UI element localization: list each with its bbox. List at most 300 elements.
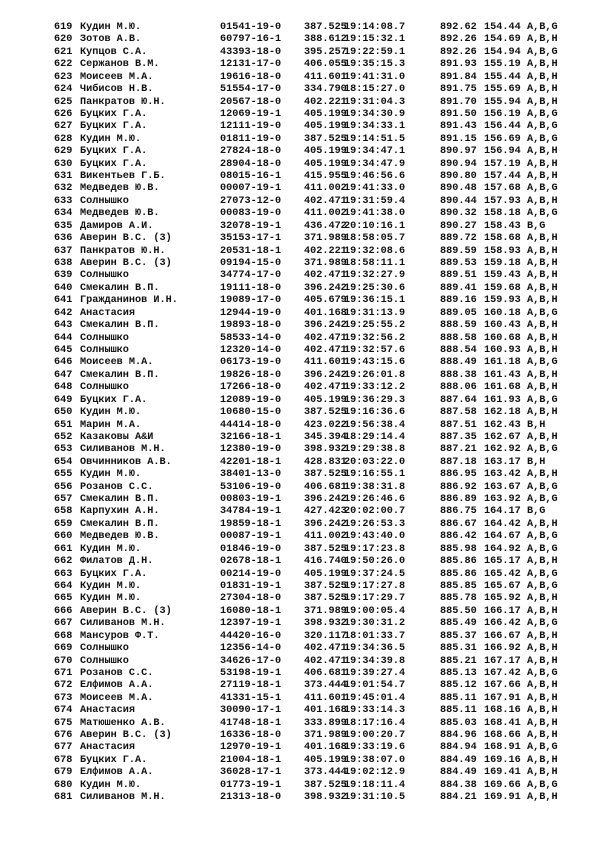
- distance: 373.444: [304, 767, 347, 779]
- participant-name: Анастасия: [80, 705, 136, 717]
- groups: A,B,H: [527, 245, 558, 257]
- result-row: [54, 680, 574, 692]
- arrival-time: 19:22:59.1: [344, 46, 406, 58]
- place-number: 645: [54, 344, 73, 356]
- ring-code: 32078-19-1: [220, 220, 282, 232]
- ring-code: 12380-19-0: [220, 444, 282, 456]
- speed: 885.50: [440, 605, 477, 617]
- ring-code: 36028-17-1: [220, 767, 282, 779]
- distance: 428.831: [304, 456, 347, 468]
- points: 158.68: [484, 233, 521, 245]
- points: 160.93: [484, 344, 521, 356]
- ring-code: 12089-19-0: [220, 394, 282, 406]
- points: 163.67: [484, 481, 521, 493]
- points: 157.44: [484, 171, 521, 183]
- groups: A,B,H: [527, 295, 558, 307]
- participant-name: Казаковы А&И: [80, 431, 154, 443]
- arrival-time: 19:36:15.1: [344, 295, 406, 307]
- participant-name: Медведев Ю.В.: [80, 208, 160, 220]
- points: 166.67: [484, 630, 521, 642]
- participant-name: Купцов С.А.: [80, 46, 148, 58]
- distance: 387.525: [304, 22, 347, 33]
- ring-code: 53106-19-0: [220, 481, 282, 493]
- place-number: 650: [54, 407, 73, 419]
- speed: 889.59: [440, 245, 477, 257]
- speed: 884.94: [440, 742, 477, 754]
- place-number: 635: [54, 220, 73, 232]
- distance: 333.899: [304, 717, 347, 729]
- distance: 401.168: [304, 705, 347, 717]
- arrival-time: 19:34:39.8: [344, 655, 406, 667]
- arrival-time: 18:58:11.1: [344, 258, 406, 270]
- place-number: 665: [54, 593, 73, 605]
- ring-code: 60797-16-1: [220, 34, 282, 46]
- place-number: 674: [54, 705, 73, 717]
- groups: B,G: [527, 220, 546, 232]
- ring-code: 51554-17-0: [220, 84, 282, 96]
- ring-code: 08015-16-1: [220, 171, 282, 183]
- speed: 884.21: [440, 792, 477, 804]
- distance: 436.472: [304, 220, 347, 232]
- distance: 416.740: [304, 556, 347, 568]
- distance: 395.257: [304, 46, 347, 58]
- speed: 892.26: [440, 34, 477, 46]
- groups: A,B,H: [527, 282, 558, 294]
- speed: 885.49: [440, 618, 477, 630]
- participant-name: Дамиров А.И.: [80, 220, 154, 232]
- speed: 885.31: [440, 643, 477, 655]
- speed: 886.95: [440, 469, 477, 481]
- participant-name: Смекалин В.П.: [80, 320, 160, 332]
- place-number: 669: [54, 643, 73, 655]
- place-number: 621: [54, 46, 73, 58]
- arrival-time: 19:01:54.7: [344, 680, 406, 692]
- speed: 889.72: [440, 233, 477, 245]
- groups: A,B,G: [527, 108, 558, 120]
- result-row: [54, 171, 574, 183]
- speed: 892.62: [440, 22, 477, 33]
- result-row: [54, 656, 574, 668]
- arrival-time: 19:29:38.8: [344, 444, 406, 456]
- groups: A,B,G: [527, 394, 558, 406]
- ring-code: 53198-19-1: [220, 667, 282, 679]
- arrival-time: 19:45:01.4: [344, 692, 406, 704]
- points: 156.94: [484, 146, 521, 158]
- groups: A,B,H: [527, 767, 558, 779]
- groups: A,B,G: [527, 618, 558, 630]
- participant-name: Буцких Г.А.: [80, 108, 148, 120]
- distance: 402.471: [304, 655, 347, 667]
- groups: A,B,H: [527, 369, 558, 381]
- groups: B,G: [527, 506, 546, 518]
- arrival-time: 19:34:47.9: [344, 158, 406, 170]
- ring-code: 32166-18-1: [220, 431, 282, 443]
- place-number: 639: [54, 270, 73, 282]
- ring-code: 00083-19-0: [220, 208, 282, 220]
- result-row: [54, 755, 574, 767]
- points: 156.19: [484, 108, 521, 120]
- participant-name: Аверин В.С. (3): [80, 605, 172, 617]
- points: 154.94: [484, 46, 521, 58]
- groups: A,B,H: [527, 233, 558, 245]
- participant-name: Розанов С.С.: [80, 667, 154, 679]
- arrival-time: 19:56:38.4: [344, 419, 406, 431]
- result-row: [54, 457, 574, 469]
- result-row: [54, 295, 574, 307]
- groups: A,B,G: [527, 481, 558, 493]
- speed: 888.58: [440, 332, 477, 344]
- arrival-time: 19:41:38.0: [344, 208, 406, 220]
- speed: 891.43: [440, 121, 477, 133]
- distance: 402.221: [304, 96, 347, 108]
- result-row: [54, 643, 574, 655]
- participant-name: Солнышко: [80, 195, 129, 207]
- arrival-time: 19:25:30.6: [344, 282, 406, 294]
- ring-code: 20531-18-1: [220, 245, 282, 257]
- arrival-time: 19:32:56.2: [344, 332, 406, 344]
- points: 166.17: [484, 605, 521, 617]
- distance: 387.525: [304, 133, 347, 145]
- speed: 890.27: [440, 220, 477, 232]
- participant-name: Буцких Г.А.: [80, 754, 148, 766]
- result-row: [54, 767, 574, 779]
- ring-code: 01541-19-0: [220, 22, 282, 33]
- arrival-time: 19:34:33.1: [344, 121, 406, 133]
- ring-code: 34784-19-1: [220, 506, 282, 518]
- result-row: [54, 631, 574, 643]
- groups: A,B,G: [527, 121, 558, 133]
- place-number: 661: [54, 543, 73, 555]
- speed: 888.38: [440, 369, 477, 381]
- participant-name: Кудин М.Ю.: [80, 593, 142, 605]
- arrival-time: 18:17:16.4: [344, 717, 406, 729]
- result-row: [54, 618, 574, 630]
- points: 163.17: [484, 456, 521, 468]
- ring-code: 02678-18-1: [220, 556, 282, 568]
- participant-name: Буцких Г.А.: [80, 568, 148, 580]
- ring-code: 19111-18-0: [220, 282, 282, 294]
- distance: 402.471: [304, 332, 347, 344]
- ring-code: 12320-14-0: [220, 344, 282, 356]
- groups: A,B,G: [527, 22, 558, 33]
- place-number: 649: [54, 394, 73, 406]
- result-row: [54, 258, 574, 270]
- arrival-time: 20:03:22.0: [344, 456, 406, 468]
- ring-code: 21313-18-0: [220, 792, 282, 804]
- ring-code: 01831-19-1: [220, 580, 282, 592]
- arrival-time: 18:29:14.4: [344, 431, 406, 443]
- place-number: 658: [54, 506, 73, 518]
- arrival-time: 19:17:27.8: [344, 580, 406, 592]
- participant-name: Аверин В.С. (3): [80, 233, 172, 245]
- distance: 401.168: [304, 742, 347, 754]
- ring-code: 34626-17-0: [220, 655, 282, 667]
- speed: 891.75: [440, 84, 477, 96]
- groups: B,H: [527, 419, 546, 431]
- result-row: [54, 593, 574, 605]
- points: 166.42: [484, 618, 521, 630]
- points: 164.67: [484, 531, 521, 543]
- distance: 402.221: [304, 245, 347, 257]
- place-number: 619: [54, 22, 73, 33]
- result-row: [54, 469, 574, 481]
- ring-code: 16080-18-1: [220, 605, 282, 617]
- groups: A,B,H: [527, 630, 558, 642]
- groups: A,B,H: [527, 382, 558, 394]
- points: 169.41: [484, 767, 521, 779]
- participant-name: Кудин М.Ю.: [80, 580, 142, 592]
- place-number: 672: [54, 680, 73, 692]
- ring-code: 28904-18-0: [220, 158, 282, 170]
- speed: 886.42: [440, 531, 477, 543]
- speed: 885.37: [440, 630, 477, 642]
- groups: A,B,H: [527, 705, 558, 717]
- speed: 889.41: [440, 282, 477, 294]
- distance: 396.242: [304, 518, 347, 530]
- participant-name: Розанов С.С.: [80, 481, 154, 493]
- speed: 887.51: [440, 419, 477, 431]
- points: 159.68: [484, 282, 521, 294]
- points: 161.43: [484, 369, 521, 381]
- speed: 884.38: [440, 779, 477, 791]
- arrival-time: 19:43:40.0: [344, 531, 406, 543]
- place-number: 629: [54, 146, 73, 158]
- speed: 887.58: [440, 407, 477, 419]
- ring-code: 01773-19-1: [220, 779, 282, 791]
- distance: 388.612: [304, 34, 347, 46]
- groups: A,B,H: [527, 518, 558, 530]
- distance: 405.679: [304, 295, 347, 307]
- distance: 396.242: [304, 494, 347, 506]
- groups: A,B,H: [527, 84, 558, 96]
- result-row: [54, 730, 574, 742]
- points: 168.91: [484, 742, 521, 754]
- ring-code: 10680-15-0: [220, 407, 282, 419]
- distance: 371.989: [304, 233, 347, 245]
- result-row: [54, 320, 574, 332]
- points: 165.42: [484, 568, 521, 580]
- groups: A,B,G: [527, 183, 558, 195]
- place-number: 671: [54, 667, 73, 679]
- groups: A,B,H: [527, 344, 558, 356]
- participant-name: Панкратов Ю.Н.: [80, 245, 166, 257]
- ring-code: 19826-18-0: [220, 369, 282, 381]
- ring-code: 12069-19-1: [220, 108, 282, 120]
- points: 157.19: [484, 158, 521, 170]
- result-row: [54, 718, 574, 730]
- place-number: 625: [54, 96, 73, 108]
- distance: 406.681: [304, 481, 347, 493]
- points: 160.68: [484, 332, 521, 344]
- groups: A,B,H: [527, 605, 558, 617]
- points: 155.44: [484, 71, 521, 83]
- result-row: [54, 444, 574, 456]
- groups: A,B,H: [527, 469, 558, 481]
- arrival-time: 19:16:55.1: [344, 469, 406, 481]
- points: 164.42: [484, 518, 521, 530]
- points: 163.42: [484, 469, 521, 481]
- distance: 411.002: [304, 208, 347, 220]
- points: 161.93: [484, 394, 521, 406]
- place-number: 677: [54, 742, 73, 754]
- points: 158.43: [484, 220, 521, 232]
- groups: A,B,H: [527, 96, 558, 108]
- speed: 889.53: [440, 258, 477, 270]
- result-row: [54, 208, 574, 220]
- speed: 885.13: [440, 667, 477, 679]
- ring-code: 43393-18-0: [220, 46, 282, 58]
- arrival-time: 19:50:26.0: [344, 556, 406, 568]
- points: 169.16: [484, 754, 521, 766]
- ring-code: 27304-18-0: [220, 593, 282, 605]
- ring-code: 27073-12-0: [220, 195, 282, 207]
- speed: 886.75: [440, 506, 477, 518]
- result-row: [54, 22, 574, 34]
- distance: 402.471: [304, 270, 347, 282]
- place-number: 681: [54, 792, 73, 804]
- participant-name: Солнышко: [80, 344, 129, 356]
- place-number: 633: [54, 195, 73, 207]
- speed: 886.67: [440, 518, 477, 530]
- arrival-time: 19:38:31.8: [344, 481, 406, 493]
- place-number: 637: [54, 245, 73, 257]
- participant-name: Буцких Г.А.: [80, 158, 148, 170]
- distance: 405.199: [304, 146, 347, 158]
- ring-code: 01811-19-0: [220, 133, 282, 145]
- place-number: 634: [54, 208, 73, 220]
- place-number: 644: [54, 332, 73, 344]
- speed: 890.97: [440, 146, 477, 158]
- arrival-time: 19:39:27.4: [344, 667, 406, 679]
- arrival-time: 19:36:29.3: [344, 394, 406, 406]
- arrival-time: 19:41:33.0: [344, 183, 406, 195]
- result-row: [54, 121, 574, 133]
- distance: 398.932: [304, 792, 347, 804]
- place-number: 631: [54, 171, 73, 183]
- result-row: [54, 544, 574, 556]
- place-number: 670: [54, 655, 73, 667]
- points: 157.68: [484, 183, 521, 195]
- ring-code: 12131-17-0: [220, 59, 282, 71]
- distance: 427.423: [304, 506, 347, 518]
- arrival-time: 19:32:27.9: [344, 270, 406, 282]
- result-row: [54, 270, 574, 282]
- points: 158.18: [484, 208, 521, 220]
- distance: 398.932: [304, 444, 347, 456]
- groups: A,B,H: [527, 754, 558, 766]
- speed: 887.21: [440, 444, 477, 456]
- arrival-time: 19:16:36.6: [344, 407, 406, 419]
- ring-code: 17266-18-0: [220, 382, 282, 394]
- distance: 334.790: [304, 84, 347, 96]
- result-row: [54, 494, 574, 506]
- groups: A,B,H: [527, 407, 558, 419]
- groups: A,B,H: [527, 195, 558, 207]
- groups: A,B,G: [527, 531, 558, 543]
- place-number: 622: [54, 59, 73, 71]
- result-row: [54, 556, 574, 568]
- distance: 405.199: [304, 568, 347, 580]
- points: 169.91: [484, 792, 521, 804]
- distance: 398.932: [304, 618, 347, 630]
- distance: 371.989: [304, 730, 347, 742]
- arrival-time: 19:34:47.1: [344, 146, 406, 158]
- arrival-time: 19:00:20.7: [344, 730, 406, 742]
- speed: 890.48: [440, 183, 477, 195]
- place-number: 664: [54, 580, 73, 592]
- participant-name: Карпухин А.Н.: [80, 506, 160, 518]
- distance: 405.199: [304, 121, 347, 133]
- groups: A,B,G: [527, 580, 558, 592]
- place-number: 636: [54, 233, 73, 245]
- groups: A,B,H: [527, 556, 558, 568]
- ring-code: 12944-19-0: [220, 307, 282, 319]
- distance: 387.525: [304, 593, 347, 605]
- speed: 885.11: [440, 692, 477, 704]
- ring-code: 00087-19-1: [220, 531, 282, 543]
- participant-name: Смекалин В.П.: [80, 369, 160, 381]
- ring-code: 30090-17-1: [220, 705, 282, 717]
- points: 154.69: [484, 34, 521, 46]
- points: 159.18: [484, 258, 521, 270]
- result-row: [54, 705, 574, 717]
- distance: 387.525: [304, 407, 347, 419]
- distance: 411.601: [304, 357, 347, 369]
- participant-name: Смекалин В.П.: [80, 282, 160, 294]
- participant-name: Зотов А.В.: [80, 34, 142, 46]
- arrival-time: 19:00:05.4: [344, 605, 406, 617]
- result-row: [54, 531, 574, 543]
- ring-code: 27119-18-1: [220, 680, 282, 692]
- points: 165.17: [484, 556, 521, 568]
- points: 164.92: [484, 543, 521, 555]
- place-number: 678: [54, 754, 73, 766]
- ring-code: 00803-19-1: [220, 494, 282, 506]
- place-number: 656: [54, 481, 73, 493]
- groups: A,B,G: [527, 779, 558, 791]
- result-row: [54, 333, 574, 345]
- ring-code: 06173-19-0: [220, 357, 282, 369]
- place-number: 668: [54, 630, 73, 642]
- result-row: [54, 357, 574, 369]
- points: 169.66: [484, 779, 521, 791]
- speed: 891.70: [440, 96, 477, 108]
- result-row: [54, 668, 574, 680]
- distance: 396.242: [304, 320, 347, 332]
- result-row: [54, 482, 574, 494]
- place-number: 641: [54, 295, 73, 307]
- points: 155.19: [484, 59, 521, 71]
- result-row: [54, 183, 574, 195]
- result-row: [54, 606, 574, 618]
- place-number: 624: [54, 84, 73, 96]
- points: 159.93: [484, 295, 521, 307]
- participant-name: Солнышко: [80, 270, 129, 282]
- arrival-time: 19:18:11.4: [344, 779, 406, 791]
- participant-name: Кудин М.Ю.: [80, 133, 142, 145]
- distance: 405.199: [304, 108, 347, 120]
- participant-name: Анастасия: [80, 307, 136, 319]
- points: 156.69: [484, 133, 521, 145]
- arrival-time: 19:17:23.8: [344, 543, 406, 555]
- participant-name: Чибисов Н.В.: [80, 84, 154, 96]
- arrival-time: 19:34:36.5: [344, 643, 406, 655]
- place-number: 626: [54, 108, 73, 120]
- participant-name: Кудин М.Ю.: [80, 543, 142, 555]
- place-number: 660: [54, 531, 73, 543]
- points: 158.93: [484, 245, 521, 257]
- ring-code: 21004-18-1: [220, 754, 282, 766]
